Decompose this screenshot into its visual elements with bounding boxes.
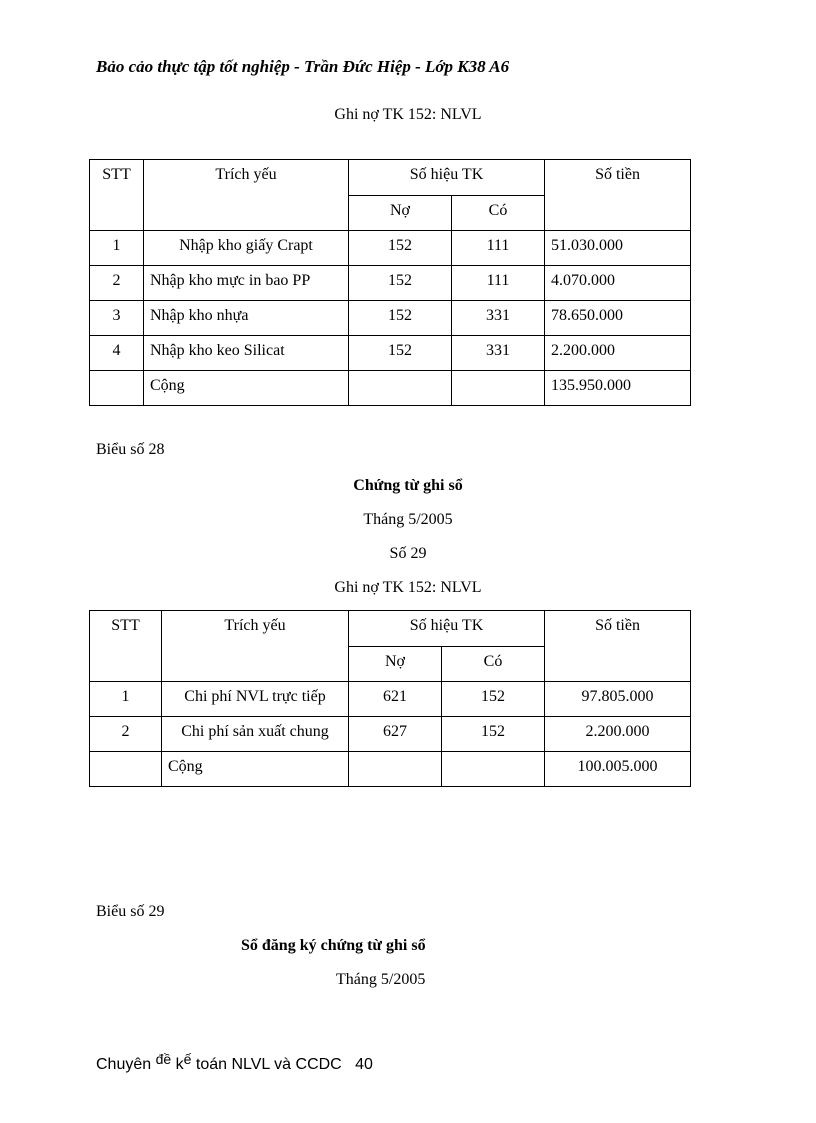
cell-trich-yeu: Nhập kho keo Silicat [144, 336, 349, 371]
cell-co: 111 [452, 231, 545, 266]
cell-no: 627 [349, 717, 442, 752]
cell-trich-yeu: Chi phí sản xuất chung [162, 717, 349, 752]
cell-stt: 3 [90, 301, 144, 336]
footer-text: Chuyên [96, 1056, 152, 1073]
table-row [90, 301, 691, 336]
cell-stt: 2 [90, 266, 144, 301]
cell-stt: 2 [90, 717, 162, 752]
cell-co: 152 [442, 682, 545, 717]
header-stt: STT [90, 160, 144, 231]
bieu28-label: Biểu số 28 [96, 441, 165, 458]
cell-empty [90, 371, 144, 406]
cell-co: 331 [452, 336, 545, 371]
cell-so-tien: 2.200.000 [545, 336, 691, 371]
cell-so-tien: 78.650.000 [545, 301, 691, 336]
cell-no: 152 [349, 336, 452, 371]
cell-so-tien: 4.070.000 [545, 266, 691, 301]
table-row [90, 682, 691, 717]
total-so-tien: 135.950.000 [545, 371, 691, 406]
footer-text: đề [155, 1051, 172, 1067]
header-trich-yeu: Trích yếu [144, 160, 349, 231]
bieu29-month: Tháng 5/2005 [336, 971, 426, 988]
cell-no: 152 [349, 231, 452, 266]
header-no: Nợ [349, 196, 452, 231]
bieu28-number: Số 29 [389, 545, 427, 562]
table1 [89, 159, 691, 406]
bieu28-title: Chứng từ ghi sổ [353, 477, 463, 494]
table1-caption: Ghi nợ TK 152: NLVL [334, 106, 482, 123]
header-co: Có [442, 647, 545, 682]
cell-empty [90, 752, 162, 787]
cell-trich-yeu: Chi phí NVL trực tiếp [162, 682, 349, 717]
table-row [90, 717, 691, 752]
page-number: 40 [355, 1056, 373, 1073]
page-footer [96, 1051, 373, 1074]
header-so-hieu: Số hiệu TK [349, 160, 545, 196]
header-co: Có [452, 196, 545, 231]
footer-text: ế [183, 1051, 192, 1067]
bieu29-label: Biểu số 29 [96, 903, 165, 920]
table-row [90, 266, 691, 301]
page-header: Bảo cảo thực tập tốt nghiệp - Trần Đức Hiệp - Lớp K38 A6 [96, 57, 510, 76]
bieu28-month: Tháng 5/2005 [363, 511, 453, 528]
cell-empty [442, 752, 545, 787]
table2-caption: Ghi nợ TK 152: NLVL [334, 579, 482, 596]
header-so-tien: Số tiền [545, 160, 691, 231]
cell-so-tien: 2.200.000 [545, 717, 691, 752]
bieu29-title: Sổ đăng ký chứng từ ghi sổ [241, 937, 426, 954]
total-label: Cộng [162, 752, 349, 787]
cell-no: 152 [349, 301, 452, 336]
cell-stt: 1 [90, 682, 162, 717]
cell-trich-yeu: Nhập kho giấy Crapt [144, 231, 349, 266]
table2 [89, 610, 691, 787]
table-row [90, 231, 691, 266]
total-label: Cộng [144, 371, 349, 406]
cell-empty [349, 371, 452, 406]
table-row [90, 336, 691, 371]
header-so-tien: Số tiền [545, 611, 691, 682]
cell-so-tien: 97.805.000 [545, 682, 691, 717]
header-so-hieu: Số hiệu TK [349, 611, 545, 647]
cell-stt: 1 [90, 231, 144, 266]
header-no: Nợ [349, 647, 442, 682]
cell-co: 331 [452, 301, 545, 336]
cell-trich-yeu: Nhập kho mực in bao PP [144, 266, 349, 301]
cell-co: 111 [452, 266, 545, 301]
footer-text: toán NLVL và CCDC [195, 1056, 342, 1073]
header-trich-yeu: Trích yếu [162, 611, 349, 682]
header-stt: STT [90, 611, 162, 682]
total-so-tien: 100.005.000 [545, 752, 691, 787]
cell-empty [349, 752, 442, 787]
footer-text: k [175, 1056, 184, 1073]
table-total-row [90, 371, 691, 406]
cell-no: 152 [349, 266, 452, 301]
cell-trich-yeu: Nhập kho nhựa [144, 301, 349, 336]
cell-so-tien: 51.030.000 [545, 231, 691, 266]
table-total-row [90, 752, 691, 787]
cell-co: 152 [442, 717, 545, 752]
cell-no: 621 [349, 682, 442, 717]
cell-stt: 4 [90, 336, 144, 371]
cell-empty [452, 371, 545, 406]
